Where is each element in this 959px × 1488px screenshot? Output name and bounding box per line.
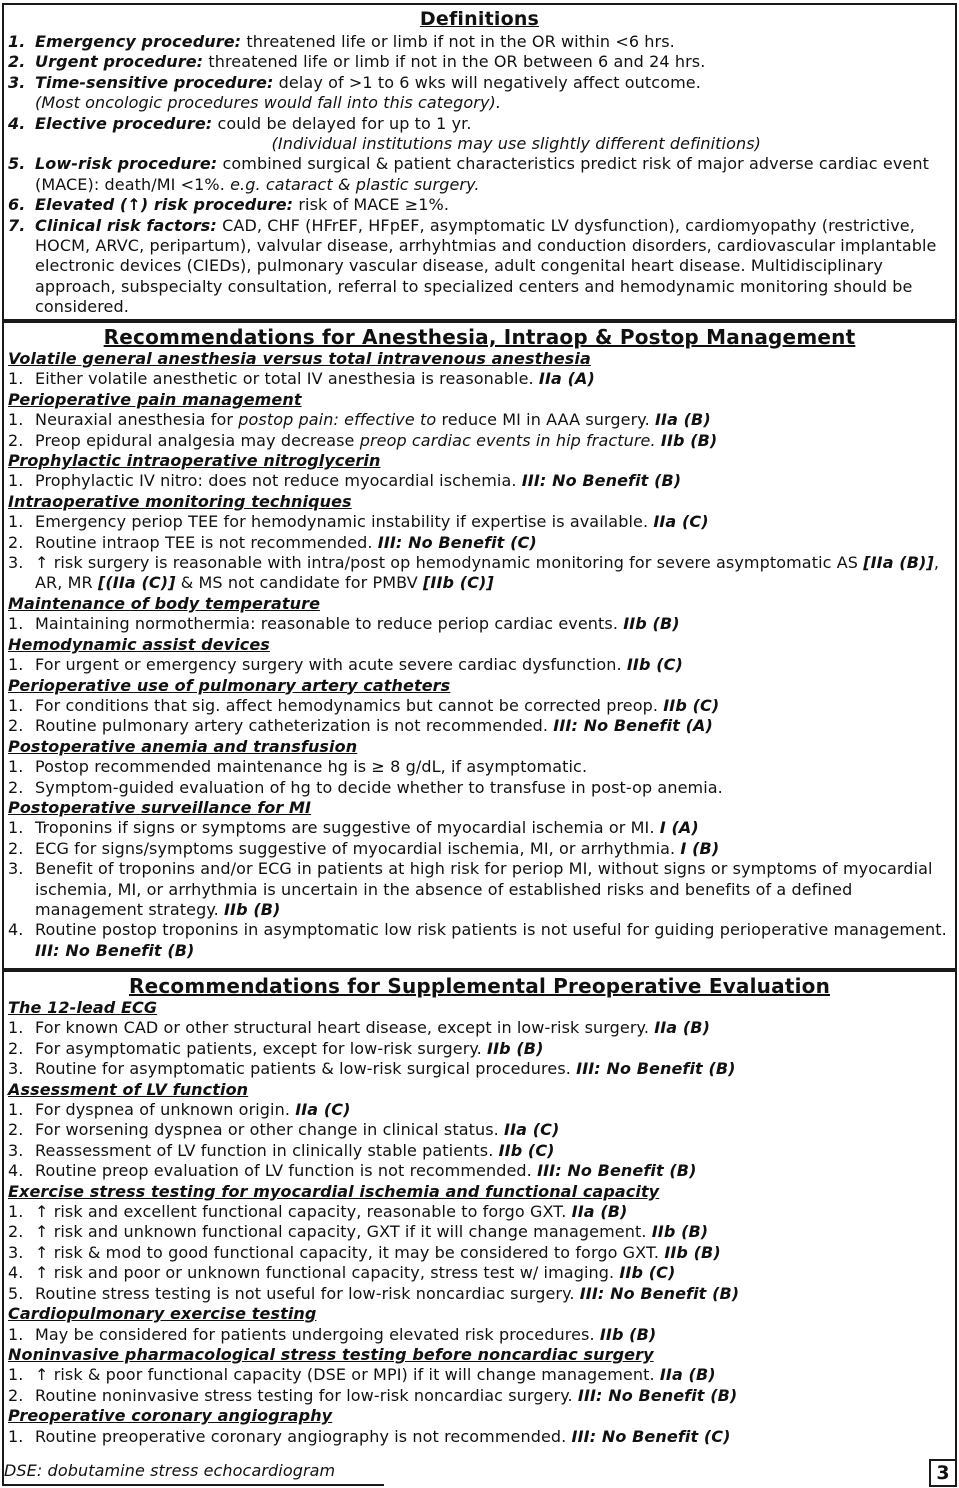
recommendation-number: 2. — [8, 777, 24, 797]
recommendation-item — [8, 655, 951, 675]
definition-term: Elective procedure: — [35, 113, 213, 133]
recommendation-item — [8, 1039, 951, 1059]
recommendation-grade: IIa (C) — [504, 1120, 560, 1140]
recommendation-item — [8, 1018, 951, 1038]
section-heading: The 12-lead ECG — [8, 998, 158, 1017]
recommendation-grade: IIa (B) — [654, 410, 711, 430]
section-heading: Noninvasive pharmacological stress testing before noncardiac surgery — [8, 1344, 654, 1364]
recommendation-item — [8, 1202, 951, 1222]
recommendation-item — [8, 614, 951, 634]
recommendation-number: 1. — [8, 1324, 24, 1344]
recommendation-item — [8, 431, 951, 451]
recommendation-item — [8, 553, 951, 594]
recommendation-grade: IIb (B) — [623, 614, 680, 634]
recommendation-text: Routine for asymptomatic patients & low-risk surgical procedures. — [35, 1059, 577, 1079]
section-heading: Cardiopulmonary exercise testing — [8, 1304, 317, 1324]
recommendation-number: 1. — [8, 410, 24, 430]
definition-number: 2. — [8, 52, 26, 72]
recommendation-text: Postop recommended maintenance hg is ≥ 8 g/dL, if asymptomatic. — [35, 757, 588, 777]
recommendation-item — [8, 1120, 951, 1140]
recommendation-number: 1. — [8, 1202, 24, 1222]
recommendation-number: 3. — [8, 553, 24, 573]
recommendation-text: Prophylactic IV nitro: does not reduce myocardial ischemia. — [35, 471, 522, 491]
section-heading: Volatile general anesthesia versus total intravenous anesthesia — [8, 349, 591, 368]
recommendation-text: Routine pulmonary artery catheterization is not recommended. — [35, 716, 554, 736]
recommendation-text: Either volatile anesthetic or total IV anesthesia is reasonable. — [35, 369, 539, 389]
recommendation-number: 4. — [8, 1263, 24, 1283]
definition-text: could be delayed for up to 1 yr. — [212, 113, 472, 133]
recommendation-item — [8, 369, 951, 389]
definition-number: 6. — [8, 195, 26, 215]
recommendation-grade: III: No Benefit (B) — [521, 471, 682, 491]
definition-item — [8, 52, 951, 72]
recommendation-number: 2. — [8, 838, 24, 858]
recommendation-grade: IIb (B) — [599, 1324, 657, 1344]
definition-term: Time-sensitive procedure: — [35, 72, 274, 92]
recommendation-text: Routine preop evaluation of LV function is not recommended. — [35, 1161, 538, 1181]
recommendation-grade: [IIb (C)] — [422, 573, 494, 593]
definition-item — [8, 32, 951, 52]
recommendation-grade: IIb (C) — [498, 1140, 555, 1160]
recommendation-number: 1. — [8, 512, 24, 532]
section-heading: Intraoperative monitoring techniques — [8, 491, 352, 511]
section-heading: Postoperative surveillance for MI — [8, 797, 312, 817]
recommendation-grade: IIb (B) — [664, 1242, 721, 1262]
definition-item — [8, 195, 951, 215]
definition-item — [8, 216, 951, 318]
footer-divider — [2, 1484, 384, 1486]
recommendation-text: ↑ risk and excellent functional capacity, reasonable to forgo GXT. — [35, 1202, 572, 1222]
section-heading: Perioperative pain management — [8, 389, 302, 409]
recommendation-grade: IIb (C) — [626, 655, 683, 675]
recommendation-number: 5. — [8, 1283, 24, 1303]
definition-text: delay of >1 to 6 wks will negatively affect outcome. — [273, 72, 701, 92]
recommendation-number: 1. — [8, 757, 24, 777]
definition-note: (Individual institutions may use slightly different definitions) — [271, 134, 761, 154]
recommendation-text: ECG for signs/symptoms suggestive of myocardial ischemia, MI, or arrhythmia. — [35, 838, 681, 858]
recommendation-grade: IIb (B) — [651, 1222, 709, 1242]
recommendation-text: Routine postop troponins in asymptomatic low risk patients is not useful for guiding perioperative management. — [35, 920, 947, 940]
anesthesia-sections — [4, 349, 955, 961]
definition-term: Low-risk procedure: — [35, 154, 218, 174]
recommendation-number: 2. — [8, 1222, 24, 1242]
definition-item — [8, 154, 951, 195]
definition-number: 3. — [8, 72, 26, 92]
definition-item — [8, 114, 951, 155]
recommendation-grade: [(IIa (C)] — [97, 573, 176, 593]
recommendation-item — [8, 512, 951, 532]
definition-number: 1. — [8, 32, 26, 51]
recommendation-grade: IIb (C) — [663, 695, 720, 715]
recommendation-grade: IIa (C) — [295, 1100, 351, 1120]
section-heading: Assessment of LV function — [8, 1079, 249, 1099]
recommendation-grade: III: No Benefit (B) — [35, 940, 195, 960]
recommendation-number: 1. — [8, 655, 24, 675]
recommendation-item — [8, 859, 951, 920]
recommendation-grade: III: No Benefit (B) — [576, 1059, 736, 1079]
recommendation-item — [8, 1427, 951, 1447]
recommendation-grade: [IIa (B)] — [863, 553, 934, 573]
definition-example: e.g. cataract & plastic surgery. — [230, 174, 480, 194]
recommendation-grade: IIb (C) — [619, 1263, 676, 1283]
definitions-list — [4, 31, 955, 318]
recommendation-text: For known CAD or other structural heart disease, except in low-risk surgery. — [35, 1018, 655, 1038]
definition-text: risk of MACE ≥1%. — [293, 195, 450, 215]
recommendation-text: For urgent or emergency surgery with acute severe cardiac dysfunction. — [35, 655, 627, 675]
recommendation-item — [8, 1059, 951, 1079]
recommendation-text: For worsening dyspnea or other change in clinical status. — [35, 1120, 505, 1140]
section-heading: Preoperative coronary angiography — [8, 1406, 333, 1426]
definition-note: (Most oncologic procedures would fall into this category). — [35, 93, 502, 113]
recommendation-text: , AR, MR — [35, 553, 940, 593]
recommendation-item — [8, 716, 951, 736]
recommendation-item — [8, 1100, 951, 1120]
recommendation-text: Troponins if signs or symptoms are suggestive of myocardial ischemia or MI. — [35, 818, 660, 838]
recommendation-item — [8, 818, 951, 838]
recommendation-item — [8, 1222, 951, 1242]
definition-text: threatened life or limb if not in the OR between 6 and 24 hrs. — [203, 52, 706, 72]
recommendation-item — [8, 1263, 951, 1283]
definitions-title: Definitions — [419, 8, 540, 30]
definition-text: threatened life or limb if not in the OR within <6 hrs. — [241, 32, 675, 51]
recommendation-item — [8, 1386, 951, 1406]
recommendation-item — [8, 533, 951, 553]
recommendation-number: 2. — [8, 532, 24, 552]
recommendation-text: Routine stress testing is not useful for low-risk noncardiac surgery. — [35, 1283, 580, 1303]
recommendation-item — [8, 471, 951, 491]
recommendation-number: 2. — [8, 1038, 24, 1058]
section-heading: Perioperative use of pulmonary artery catheters — [8, 675, 451, 695]
definition-number: 7. — [8, 215, 26, 235]
preop-sections — [4, 998, 955, 1447]
recommendation-grade: IIa (B) — [571, 1202, 628, 1222]
recommendation-item — [8, 1141, 951, 1161]
definitions-box — [2, 3, 957, 321]
recommendation-grade: III: No Benefit (B) — [577, 1385, 738, 1405]
recommendation-text: Preop epidural analgesia may decrease — [35, 430, 360, 450]
recommendation-item — [8, 410, 951, 430]
recommendation-grade: IIa (B) — [654, 1018, 710, 1038]
definition-term: Elevated (↑) risk procedure: — [35, 195, 294, 215]
recommendation-text: Reassessment of LV function in clinically stable patients. — [35, 1140, 499, 1160]
recommendation-text: For dyspnea of unknown origin. — [35, 1100, 296, 1120]
anesthesia-title: Recommendations for Anesthesia, Intraop & Postop Management — [103, 325, 856, 349]
recommendation-text: Routine preoperative coronary angiography is not recommended. — [35, 1426, 572, 1446]
recommendation-text: May be considered for patients undergoing elevated risk procedures. — [35, 1324, 600, 1344]
preop-box — [2, 970, 957, 1484]
recommendation-number: 3. — [8, 859, 24, 879]
recommendation-number: 1. — [8, 614, 24, 634]
recommendation-number: 1. — [8, 471, 24, 491]
recommendation-number: 2. — [8, 1120, 24, 1140]
recommendation-grade: III: No Benefit (C) — [571, 1426, 731, 1446]
preop-title: Recommendations for Supplemental Preoperative Evaluation — [128, 974, 831, 998]
definition-number: 5. — [8, 154, 26, 174]
recommendation-number: 4. — [8, 1161, 24, 1181]
recommendation-text: ↑ risk and unknown functional capacity, GXT if it will change management. — [35, 1222, 652, 1242]
definition-term: Urgent procedure: — [35, 52, 204, 72]
recommendation-text: Maintaining normothermia: reasonable to reduce periop cardiac events. — [35, 614, 624, 634]
recommendation-number: 1. — [8, 1100, 24, 1120]
recommendation-grade: IIa (A) — [538, 369, 595, 389]
recommendation-number: 1. — [8, 1018, 24, 1038]
section-heading: Hemodynamic assist devices — [8, 634, 270, 654]
footer-abbreviation: DSE: dobutamine stress echocardiogram — [4, 1461, 336, 1480]
recommendation-number: 2. — [8, 430, 24, 450]
recommendation-text: ↑ risk & poor functional capacity (DSE or MPI) if it will change management. — [35, 1365, 660, 1385]
section-heading: Postoperative anemia and transfusion — [8, 736, 358, 756]
recommendation-text: & MS not candidate for PMBV — [175, 573, 423, 593]
recommendation-item — [8, 920, 951, 961]
recommendation-text: ↑ risk & mod to good functional capacity, it may be considered to forgo GXT. — [35, 1242, 665, 1262]
recommendation-grade: III: No Benefit (A) — [553, 716, 713, 736]
recommendation-number: 2. — [8, 716, 24, 736]
definition-term: Clinical risk factors: — [35, 215, 217, 235]
recommendation-number: 1. — [8, 369, 24, 389]
recommendation-item — [8, 757, 951, 777]
recommendation-item — [8, 1365, 951, 1385]
definition-text: CAD, CHF (HFrEF, HFpEF, asymptomatic LV dysfunction), cardiomyopathy (restrictive, HOCM, ARVC, peripartum), valvular disease, arrhyhtmias and conduction disorders, cardiovascular implantable electronic devices (CIEDs), pulmonary vascular disease, adult congenital heart disease. Multidisciplinary approach, subspecialty consultation, referral to specialized centers and hemodynamic monitoring should be considered. — [35, 215, 937, 317]
recommendation-number: 3. — [8, 1059, 24, 1079]
recommendation-text: ↑ risk and poor or unknown functional capacity, stress test w/ imaging. — [35, 1263, 620, 1283]
page-number: 3 — [929, 1459, 957, 1487]
recommendation-text: Routine noninvasive stress testing for low-risk noncardiac surgery. — [35, 1385, 578, 1405]
recommendation-item — [8, 778, 951, 798]
recommendation-italic-text: postop pain: effective to — [238, 410, 437, 430]
recommendation-item — [8, 696, 951, 716]
recommendation-grade: IIb (B) — [224, 899, 281, 919]
recommendation-item — [8, 1243, 951, 1263]
recommendation-item — [8, 1161, 951, 1181]
recommendation-number: 1. — [8, 695, 24, 715]
section-heading: Prophylactic intraoperative nitroglycerin — [8, 451, 381, 471]
recommendation-grade: I (B) — [680, 838, 720, 858]
section-heading: Exercise stress testing for myocardial ischemia and functional capacity — [8, 1181, 660, 1201]
recommendation-item — [8, 1325, 951, 1345]
recommendation-grade: III: No Benefit (B) — [537, 1161, 697, 1181]
definition-number: 4. — [8, 113, 26, 133]
recommendation-grade: IIb (B) — [660, 430, 718, 450]
definition-term: Emergency procedure: — [35, 32, 242, 51]
recommendation-number: 1. — [8, 1365, 24, 1385]
recommendation-text: reduce MI in AAA surgery. — [436, 410, 655, 430]
recommendation-text: ↑ risk surgery is reasonable with intra/post op hemodynamic monitoring for severe asymptomatic AS — [35, 553, 864, 573]
recommendation-item — [8, 1284, 951, 1304]
recommendation-number: 3. — [8, 1242, 24, 1262]
recommendation-number: 2. — [8, 1385, 24, 1405]
definition-item — [8, 73, 951, 114]
recommendation-grade: IIb (B) — [487, 1038, 544, 1058]
recommendation-text: Routine intraop TEE is not recommended. — [35, 532, 378, 552]
recommendation-number: 1. — [8, 818, 24, 838]
recommendation-grade: III: No Benefit (B) — [579, 1283, 740, 1303]
recommendation-item — [8, 839, 951, 859]
recommendation-grade: III: No Benefit (C) — [377, 532, 537, 552]
recommendation-text: Symptom-guided evaluation of hg to decide whether to transfuse in post-op anemia. — [35, 777, 723, 797]
recommendation-number: 4. — [8, 920, 24, 940]
definition-text: combined surgical & patient characteristics predict risk of major adverse cardiac event (MACE): death/MI <1%. — [35, 154, 929, 194]
recommendation-number: 3. — [8, 1140, 24, 1160]
recommendation-text: For asymptomatic patients, except for low-risk surgery. — [35, 1038, 488, 1058]
section-heading: Maintenance of body temperature — [8, 593, 321, 613]
recommendation-grade: I (A) — [659, 818, 699, 838]
recommendation-text: Emergency periop TEE for hemodynamic instability if expertise is available. — [35, 512, 654, 532]
recommendation-number: 1. — [8, 1426, 24, 1446]
recommendation-text: Neuraxial anesthesia for — [35, 410, 239, 430]
recommendation-text: Benefit of troponins and/or ECG in patients at high risk for periop MI, without signs or symptoms of myocardial ischemia, MI, or arrhythmia is uncertain in the absence of established risks and benefits of a defined management strategy. — [35, 859, 933, 919]
recommendation-grade: IIa (C) — [653, 512, 709, 532]
recommendation-text: For conditions that sig. affect hemodynamics but cannot be corrected preop. — [35, 695, 664, 715]
anesthesia-box — [2, 321, 957, 970]
recommendation-italic-text: preop cardiac events in hip fracture. — [359, 430, 656, 450]
recommendation-grade: IIa (B) — [659, 1365, 716, 1385]
